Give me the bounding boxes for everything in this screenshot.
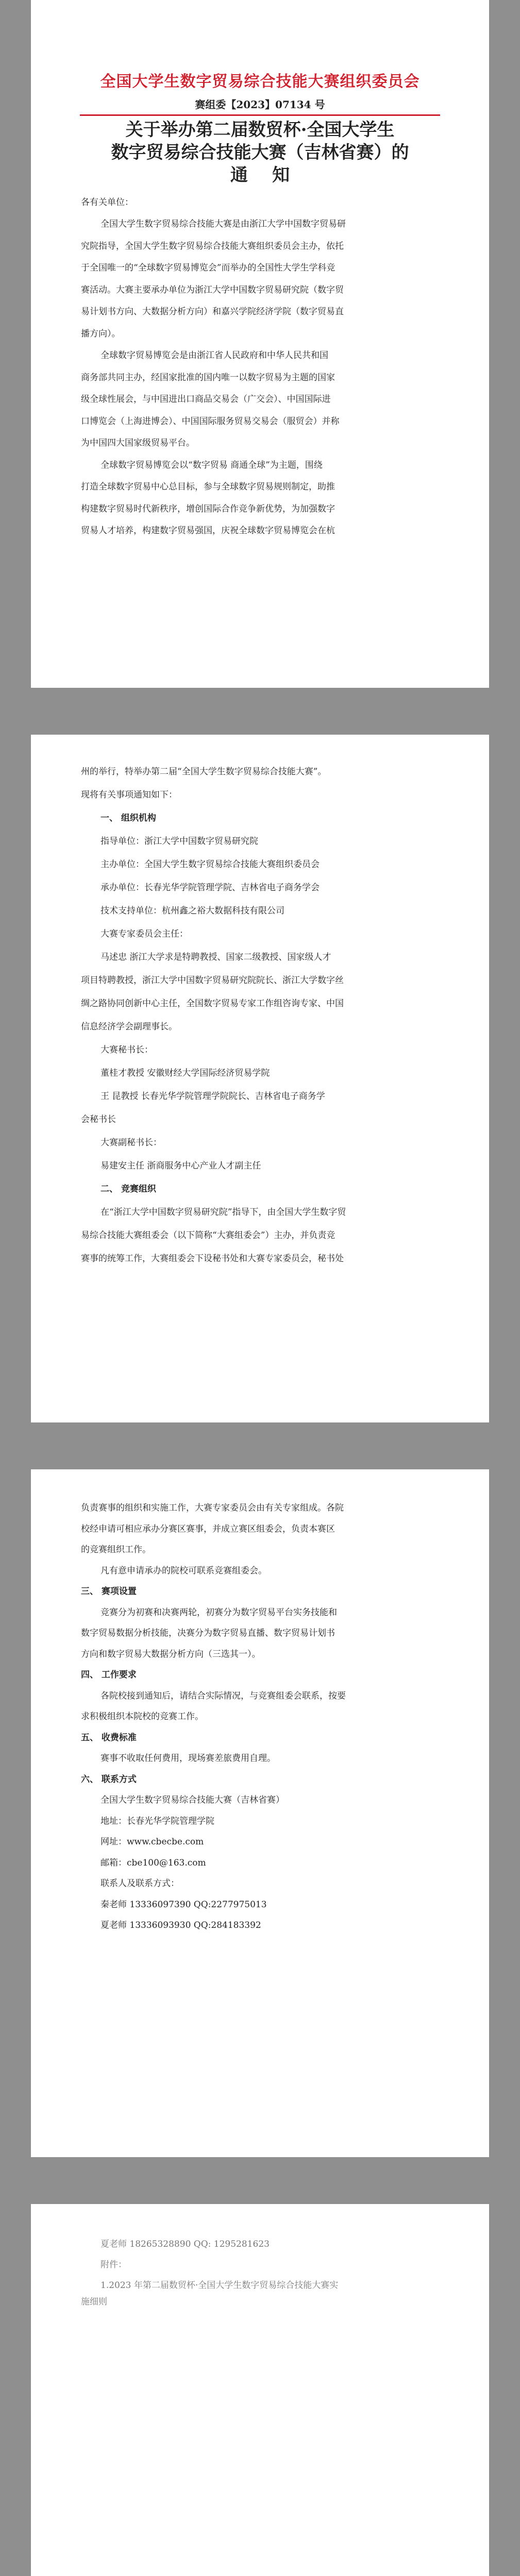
document-page-4 xyxy=(31,2204,489,2576)
text-line: 竞赛分为初赛和决赛两轮，初赛分为数字贸易平台实务技能和 xyxy=(100,1607,337,1618)
text-line: 究院指导，全国大学生数字贸易综合技能大赛组织委员会主办，依托 xyxy=(81,241,344,251)
text-line: 贸易人才培养，构建数字贸易强国，庆祝全球数字贸易博览会在杭 xyxy=(81,526,335,536)
text-line: 为中国四大国家级贸易平台。 xyxy=(81,438,195,448)
text-line: 赛事的统筹工作，大赛组委会下设秘书处和大赛专家委员会，秘书处 xyxy=(81,1253,344,1264)
text-line: 商务部共同主办，经国家批准的国内唯一以数字贸易为主题的国家 xyxy=(81,372,335,383)
notice-title-line-3: 通 知 xyxy=(230,165,290,185)
text-line: 夏老师 13336093930 QQ:284183392 xyxy=(100,1920,261,1930)
text-line: 网址：www.cbecbe.com xyxy=(100,1837,204,1847)
text-line: 构建数字贸易时代新秩序，增创国际合作竞争新优势，为加强数字 xyxy=(81,504,335,514)
text-line: 联系人及联系方式： xyxy=(100,1878,179,1889)
text-line: 易建安主任 浙商服务中心产业人才副主任 xyxy=(100,1161,261,1171)
text-line: 播方向）。 xyxy=(81,329,121,339)
section-heading: 六、 联系方式 xyxy=(81,1774,137,1785)
text-line: 赛活动。大赛主要承办单位为浙江大学中国数字贸易研究院（数字贸 xyxy=(81,285,344,295)
text-line: 大赛副秘书长： xyxy=(100,1138,162,1148)
document-number: 赛组委【2023】07134 号 xyxy=(195,98,325,111)
text-line: 全国大学生数字贸易综合技能大赛是由浙江大学中国数字贸易研 xyxy=(100,219,346,229)
text-line: 负责赛事的组织和实施工作，大赛专家委员会由有关专家组成。各院 xyxy=(81,1503,344,1513)
text-line: 凡有意申请承办的院校可联系竞赛组委会。 xyxy=(100,1566,267,1576)
text-line: 董桂才教授 安徽财经大学国际经济贸易学院 xyxy=(100,1068,270,1078)
notice-title-line-2: 数字贸易综合技能大赛（吉林省赛）的 xyxy=(111,142,409,163)
text-line: 施细则 xyxy=(81,2297,107,2307)
text-line: 承办单位：长春光华学院管理学院、吉林省电子商务学会 xyxy=(100,883,320,893)
text-line: 秦老师 13336097390 QQ:2277975013 xyxy=(100,1900,267,1910)
text-line: 校经申请可相应承办分赛区赛事，并成立赛区组委会，负责本赛区 xyxy=(81,1524,335,1534)
text-line: 指导单位：浙江大学中国数字贸易研究院 xyxy=(100,836,258,846)
salutation: 各有关单位： xyxy=(81,197,133,208)
text-line: 于全国唯一的“全球数字贸易博览会”而举办的全国性大学生学科竞 xyxy=(81,263,336,273)
text-line: 现将有关事项通知如下： xyxy=(81,790,177,800)
section-heading: 二、 竞赛组织 xyxy=(100,1184,156,1194)
text-line: 易计划书方向、大数据分析方向）和嘉兴学院经济学院（数字贸易直 xyxy=(81,307,344,317)
notice-title-line-1: 关于举办第二届数贸杯·全国大学生 xyxy=(125,120,395,140)
text-line: 附件： xyxy=(100,2260,127,2270)
text-line: 1.2023 年第二届数贸杯·全国大学生数字贸易综合技能大赛实 xyxy=(100,2280,339,2291)
text-line: 大赛专家委员会主任： xyxy=(100,929,188,939)
text-line: 地址：长春光华学院管理学院 xyxy=(100,1816,214,1826)
text-line: 全国大学生数字贸易综合技能大赛（吉林省赛） xyxy=(100,1795,284,1805)
section-heading: 五、 收费标准 xyxy=(81,1733,137,1743)
text-line: 易综合技能大赛组委会（以下简称“大赛组委会”）主办，并负责竞 xyxy=(81,1230,336,1241)
text-line: 王 昆教授 长春光华学院管理学院院长、吉林省电子商务学 xyxy=(100,1091,325,1101)
text-line: 信息经济学会副理事长。 xyxy=(81,1022,177,1032)
text-line: 主办单位：全国大学生数字贸易综合技能大赛组织委员会 xyxy=(100,859,320,870)
document-page-2 xyxy=(31,735,489,1422)
org-title: 全国大学生数字贸易综合技能大赛组织委员会 xyxy=(100,73,420,91)
text-line: 全球数字贸易博览会是由浙江省人民政府和中华人民共和国 xyxy=(100,350,328,361)
document-page-1 xyxy=(31,0,489,688)
text-line: 级全球性展会，与中国进出口商品交易会（广交会）、中国国际进 xyxy=(81,394,331,404)
text-line: 打造全球数字贸易中心总目标，参与全球数字贸易规则制定，助推 xyxy=(81,482,335,492)
text-line: 邮箱：cbe100@163.com xyxy=(100,1858,206,1868)
text-line: 各院校接到通知后，请结合实际情况，与竞赛组委会联系，按要 xyxy=(100,1691,346,1701)
section-heading: 一、 组织机构 xyxy=(100,813,156,823)
text-line: 项目特聘教授，浙江大学中国数字贸易研究院院长、浙江大学数字丝 xyxy=(81,975,344,986)
text-line: 州的举行，特举办第二届“全国大学生数字贸易综合技能大赛”。 xyxy=(81,767,327,777)
text-line: 会秘书长 xyxy=(81,1114,116,1125)
text-line: 求积极组织本院校的竞赛工作。 xyxy=(81,1711,204,1722)
text-line: 数字贸易数据分析技能，决赛分为数字贸易直播、数字贸易计划书 xyxy=(81,1628,335,1638)
text-line: 赛事不收取任何费用，现场赛差旅费用自理。 xyxy=(100,1753,276,1764)
text-line: 绸之路协同创新中心主任，全国数字贸易专家工作组咨询专家、中国 xyxy=(81,998,344,1009)
text-line: 的竞赛组织工作。 xyxy=(81,1545,151,1555)
text-line: 技术支持单位：杭州鑫之裕大数据科技有限公司 xyxy=(100,906,284,916)
document-page-3 xyxy=(31,1469,489,2157)
text-line: 在“浙江大学中国数字贸易研究院”指导下，由全国大学生数字贸 xyxy=(100,1207,346,1217)
text-line: 大赛秘书长： xyxy=(100,1045,153,1055)
text-line: 全球数字贸易博览会以“数字贸易 商通全球”为主题，围绕 xyxy=(100,460,323,470)
text-line: 方向和数字贸易大数据分析方向（三选其一）。 xyxy=(81,1649,261,1659)
text-line: 口博览会（上海进博会）、中国国际服务贸易交易会（服贸会）并称 xyxy=(81,416,340,427)
section-heading: 三、 赛项设置 xyxy=(81,1586,137,1597)
text-line: 夏老师 18265328890 QQ: 1295281623 xyxy=(100,2239,270,2249)
section-heading: 四、 工作要求 xyxy=(81,1670,137,1680)
red-divider xyxy=(80,114,440,116)
text-line: 马述忠 浙江大学求是特聘教授、国家二级教授、国家级人才 xyxy=(100,952,331,962)
